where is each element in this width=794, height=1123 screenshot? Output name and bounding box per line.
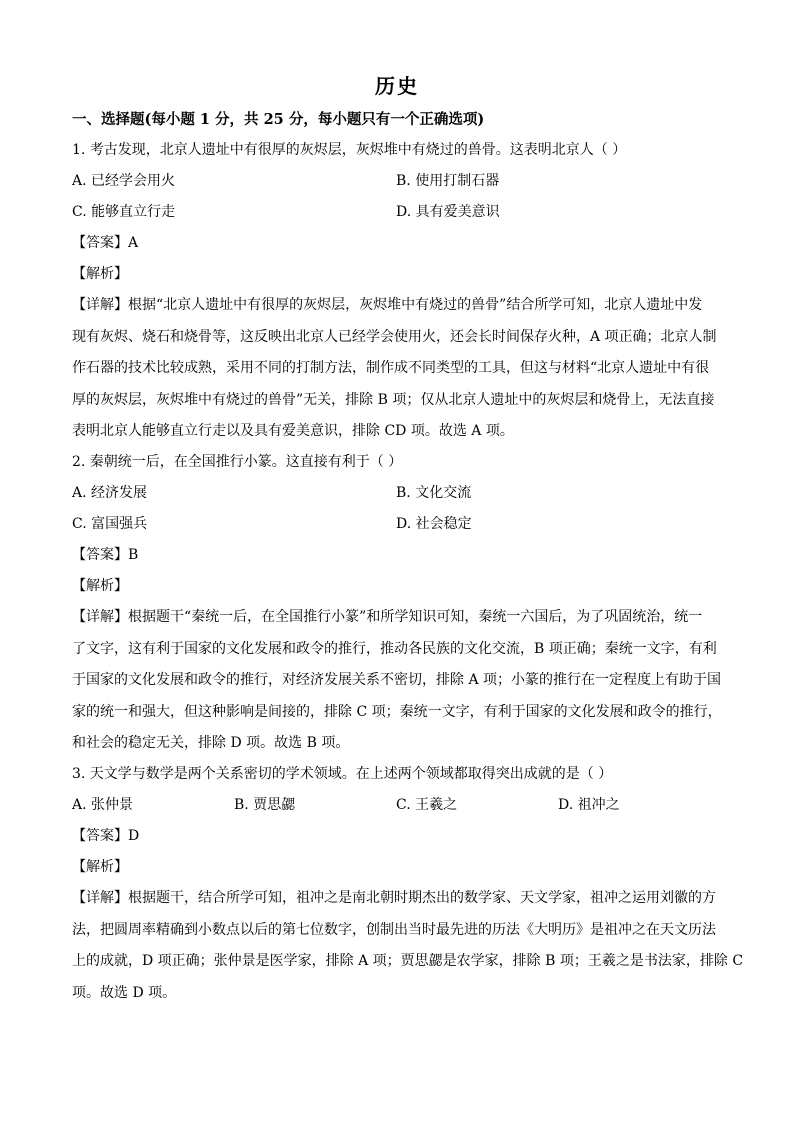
question-3-analysis-label: 【解析】 (72, 859, 128, 875)
question-2-option-a: A. 经济发展 (72, 485, 148, 501)
question-1-detail-line: 现有灰烬、烧石和烧骨等，这反映出北京人已经学会使用火，还会长时间保存火种，A 项正确；北京人制 (72, 328, 717, 345)
question-2-detail-line: 【详解】根据题干“秦统一后，在全国推行小篆”和所学知识可知，秦统一六国后，为了巩固统治，统一 (72, 609, 703, 625)
question-1-option-a: A. 已经学会用火 (72, 173, 176, 189)
question-1-stem: 1. 考古发现，北京人遗址中有很厚的灰烬层，灰烬堆中有烧过的兽骨。这表明北京人（ ） (72, 142, 627, 158)
question-1-analysis-label: 【解析】 (72, 266, 128, 282)
question-1-option-b: B. 使用打制石器 (396, 173, 500, 189)
question-2-detail-line: 家的统一和强大，但这种影响是间接的，排除 C 项；秦统一文字，有利于国家的文化发展和政令的推行， (72, 703, 722, 720)
page-title: 历史 (375, 74, 419, 98)
question-3-option-c: C. 王羲之 (396, 797, 458, 813)
question-3-option-b: B. 贾思勰 (234, 797, 296, 813)
question-1-answer: 【答案】A (72, 235, 139, 251)
question-1-detail-line: 表明北京人能够直立行走以及具有爱美意识，排除 CD 项。故选 A 项。 (72, 423, 514, 439)
question-2-detail-line: 了文字，这有利于国家的文化发展和政令的推行，推动各民族的文化交流，B 项正确；秦统一文字，有利 (72, 640, 717, 657)
section-heading: 一、选择题(每小题 1 分，共 25 分，每小题只有一个正确选项) (72, 111, 485, 128)
question-3-detail-line: 项。故选 D 项。 (72, 984, 177, 1001)
question-2-stem: 2. 秦朝统一后，在全国推行小篆。这直接有利于（ ） (72, 454, 403, 470)
question-2-detail (72, 602, 724, 760)
question-1-detail (72, 290, 724, 448)
question-2-detail-line: 和社会的稳定无关，排除 D 项。故选 B 项。 (72, 735, 350, 751)
question-1-detail-line: 【详解】根据“北京人遗址中有很厚的灰烬层，灰烬堆中有烧过的兽骨”结合所学可知，北京人遗址中发 (72, 297, 703, 313)
question-2-option-b: B. 文化交流 (396, 485, 472, 501)
question-2-analysis-label: 【解析】 (72, 578, 128, 594)
question-3-detail-line: 法，把圆周率精确到小数点以后的第七位数字，创制出当时最先进的历法《大明历》是祖冲之在天文历法 (72, 921, 716, 938)
question-2-option-c: C. 富国强兵 (72, 516, 148, 532)
question-3-option-d: D. 祖冲之 (558, 797, 620, 813)
question-2-answer: 【答案】B (72, 547, 139, 563)
question-1-option-c: C. 能够直立行走 (72, 204, 176, 220)
question-1-option-d: D. 具有爱美意识 (396, 204, 500, 220)
question-1-detail-line: 作石器的技术比较成熟，采用不同的打制方法，制作成不同类型的工具，但这与材料“北京人遗址中有很 (72, 360, 710, 376)
question-2-detail-line: 于国家的文化发展和政令的推行，对经济发展关系不密切，排除 A 项；小篆的推行在一定程度上有助于国 (72, 672, 722, 688)
question-1-detail-line: 厚的灰烬层，灰烬堆中有烧过的兽骨”无关，排除 B 项；仅从北京人遗址中的灰烬层和烧骨上，无法直接 (72, 391, 715, 408)
question-3-option-a: A. 张仲景 (72, 797, 134, 813)
question-3-detail-line: 【详解】根据题干，结合所学可知，祖冲之是南北朝时期杰出的数学家、天文学家，祖冲之运用刘徽的方 (72, 890, 716, 906)
question-2-option-d: D. 社会稳定 (396, 516, 472, 532)
question-3-detail-line: 上的成就，D 项正确；张仲景是医学家，排除 A 项；贾思勰是农学家，排除 B 项；王羲之是书法家，排除 C (72, 953, 744, 969)
question-3-detail (72, 883, 744, 1009)
question-3-stem: 3. 天文学与数学是两个关系密切的学术领域。在上述两个领域都取得突出成就的是（ ） (72, 766, 613, 782)
question-3-answer: 【答案】D (72, 828, 140, 844)
